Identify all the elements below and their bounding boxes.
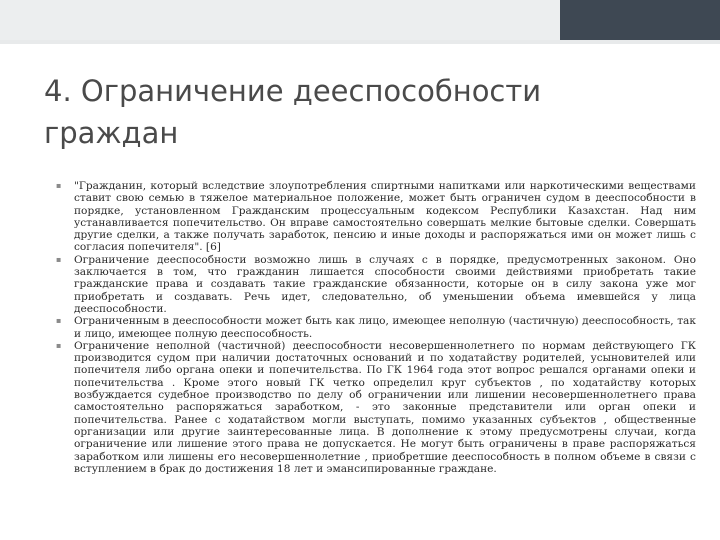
top-decorative-bar	[0, 0, 720, 40]
bullet-item	[56, 315, 696, 340]
bullet-item	[56, 180, 696, 254]
bullet-text: Ограничение неполной (частичной) дееспособности несовершеннолетнего по нормам действующего ГК производится судом при наличии достаточных оснований и по ходатайству родителей, усыновителей или попечителя либо органа опеки и попечительства. По ГК 1964 года этот вопрос решался органами опеки и попечительства . Кроме этого новый ГК четко определил круг субъектов , по ходатайству которых возбуждается судебное производство по делу об ограничении или лишении несовершеннолетнего права самостоятельно распоряжаться заработком, - это законные представители или орган опеки и попечительства. Ранее с ходатайством могли выступать, помимо указанных субъектов , общественные организации или другие заинтересованные лица. В дополнение к этому предусмотрены случаи, когда ограничение или лишение этого права не допускается. Не могут быть ограничены в праве распоряжаться заработком или лишены его несовершеннолетние , приобретшие дееспособность в полном объеме в связи с вступлением в брак до достижения 18 лет и эмансипированные граждане.	[74, 339, 696, 475]
top-accent-block	[560, 0, 720, 40]
bullet-marker-icon: ▪	[56, 316, 62, 326]
bullet-marker-icon: ▪	[56, 254, 62, 264]
bullet-marker-icon: ▪	[56, 181, 62, 190]
bullet-list	[56, 180, 696, 475]
top-divider	[0, 40, 720, 44]
bullet-text: "Гражданин, который вследствие злоупотребления спиртными напитками или наркотическими веществами ставит свою семью в тяжелое материальное положение, может быть ограничен судом в дееспособности в порядке, установленном Гражданским процессуальным кодексом Республики Казахстан. Над ним устанавливается попечительство. Он вправе самостоятельно совершать мелкие бытовые сделки. Совершать другие сделки, а также получать заработок, пенсию и иные доходы и распоряжаться ими он может лишь с согласия попечителя". [6]	[74, 180, 696, 254]
bullet-item	[56, 340, 696, 475]
bullet-text: Ограниченным в дееспособности может быть как лицо, имеющее неполную (частичную) дееспособность, так и лицо, имеющее полную дееспособность.	[74, 315, 696, 340]
slide-title: 4. Ограничение дееспособности граждан	[44, 74, 542, 150]
bullet-text: Ограничение дееспособности возможно лишь в случаях с в порядке, предусмотренных законом. Оно заключается в том, что гражданин лишается способности своими действиями приобретать такие гражданские права и создавать такие гражданские обязанности, которые он в силу закона уже мог приобретать и создавать. Речь идет, следовательно, об уменьшении объема имевшейся у лица дееспособности.	[74, 253, 696, 315]
bullet-marker-icon: ▪	[56, 340, 62, 350]
bullet-item	[56, 254, 696, 315]
